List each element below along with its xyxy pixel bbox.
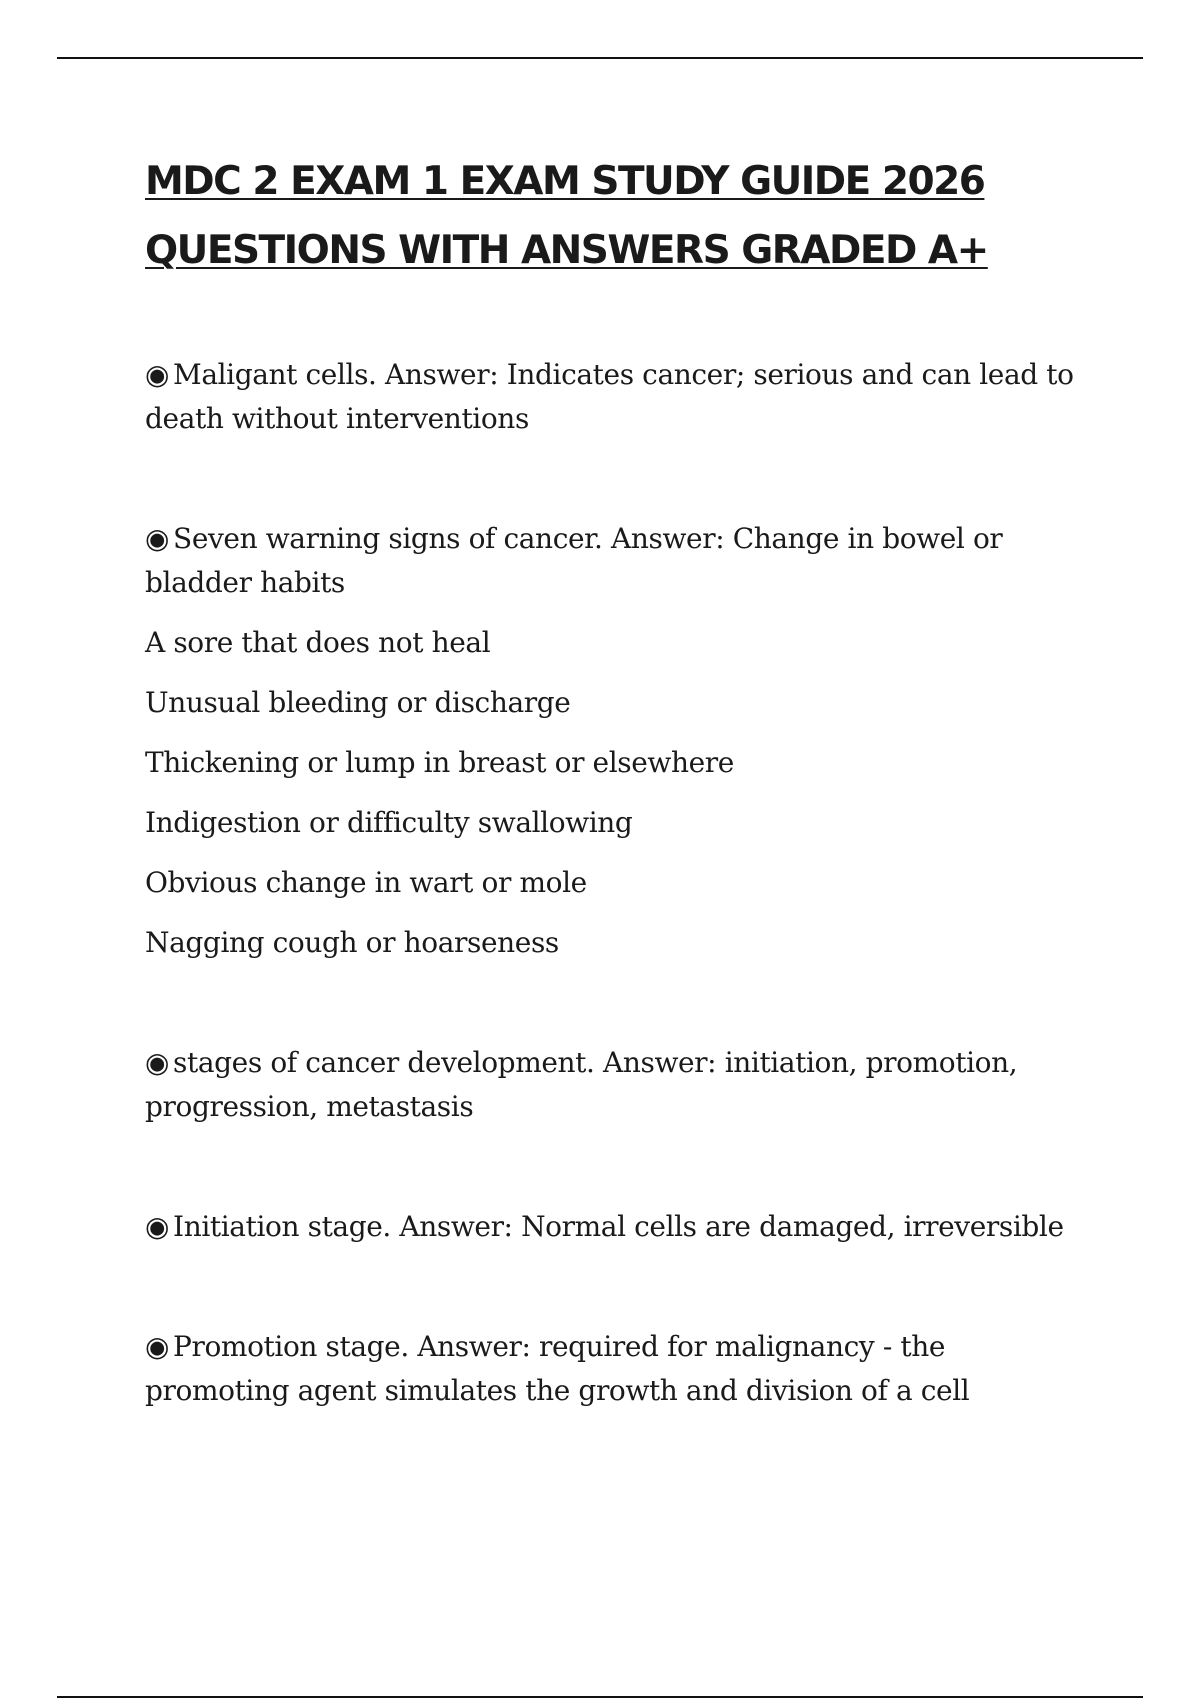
qa-item: [145, 1325, 1085, 1413]
qa-item: [145, 353, 1085, 441]
title-line-2: QUESTIONS WITH ANSWERS GRADED A+: [145, 228, 988, 273]
qa-text-content: stages of cancer development. Answer: initiation, promotion, progression, metastasis: [145, 1046, 1018, 1123]
qa-text: [145, 1205, 1085, 1249]
warning-sign: Thickening or lump in breast or elsewhere: [145, 746, 734, 779]
title-line-1: MDC 2 EXAM 1 EXAM STUDY GUIDE 2026: [145, 159, 985, 204]
radio-bullet-icon: ◉: [145, 522, 170, 555]
qa-text-content: Seven warning signs of cancer. Answer: Change in bowel or bladder habits: [145, 522, 1003, 599]
bottom-rule: [57, 1696, 1143, 1698]
radio-bullet-icon: ◉: [145, 1330, 170, 1363]
warning-sign: Nagging cough or hoarseness: [145, 926, 559, 959]
qa-item: [145, 1041, 1085, 1129]
qa-list: [145, 353, 1085, 1413]
qa-text: [145, 517, 1085, 605]
qa-text-content: Initiation stage. Answer: Normal cells are damaged, irreversible: [173, 1210, 1064, 1243]
qa-text: [145, 1041, 1085, 1129]
radio-bullet-icon: ◉: [145, 358, 170, 391]
page-title: [145, 147, 1065, 285]
warning-sign: Obvious change in wart or mole: [145, 866, 587, 899]
qa-text-content: Maligant cells. Answer: Indicates cancer; serious and can lead to death without interventions: [145, 358, 1074, 435]
warning-sign: Unusual bleeding or discharge: [145, 686, 571, 719]
qa-item: [145, 517, 1085, 965]
radio-bullet-icon: ◉: [145, 1210, 170, 1243]
qa-item: [145, 1205, 1085, 1249]
warning-sign: Indigestion or difficulty swallowing: [145, 806, 633, 839]
warning-sign: A sore that does not heal: [145, 626, 491, 659]
qa-text-content: Promotion stage. Answer: required for malignancy - the promoting agent simulates the growth and division of a cell: [145, 1330, 970, 1407]
radio-bullet-icon: ◉: [145, 1046, 170, 1079]
qa-text: [145, 1325, 1085, 1413]
qa-text: [145, 353, 1085, 441]
top-rule: [57, 57, 1143, 59]
